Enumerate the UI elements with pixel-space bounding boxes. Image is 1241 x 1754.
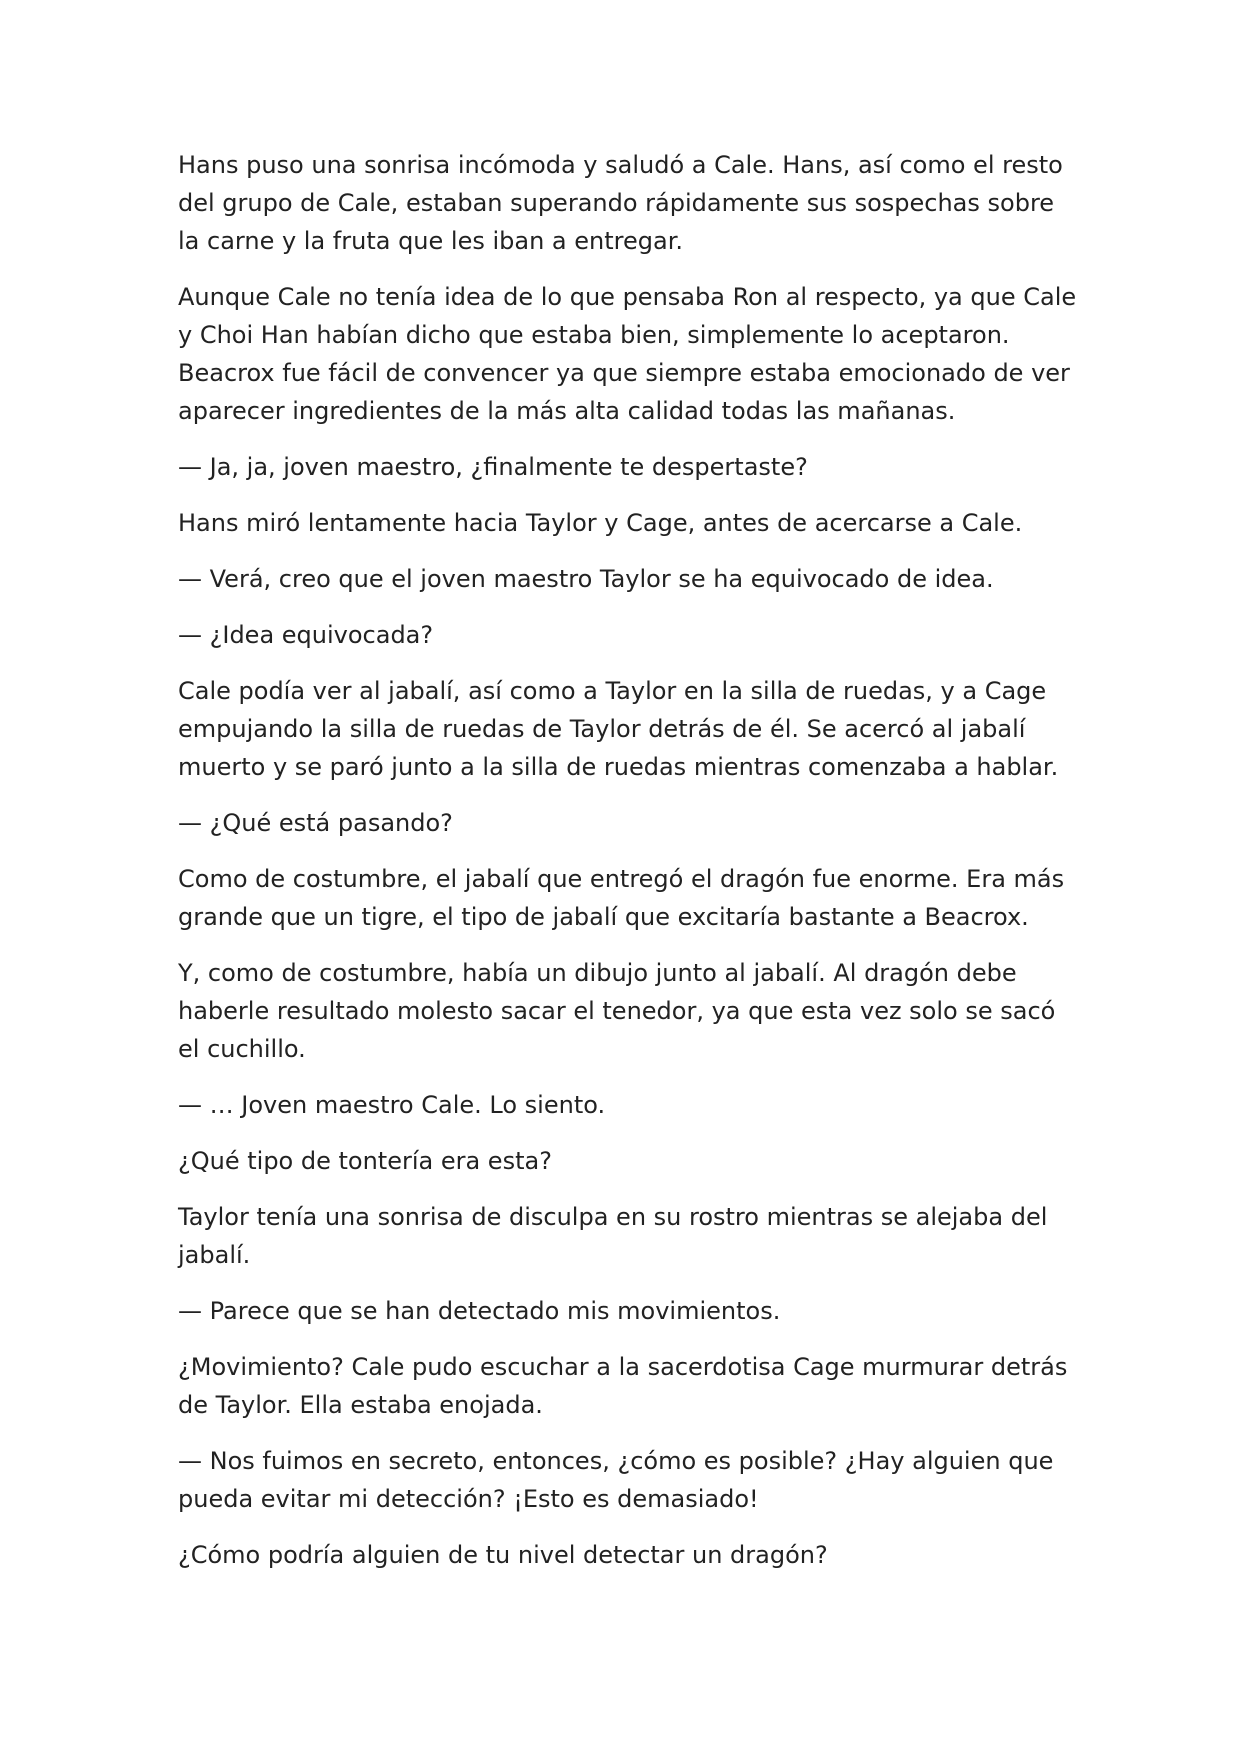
paragraph: Hans miró lentamente hacia Taylor y Cage, antes de acercarse a Cale.: [178, 509, 1023, 537]
document-page: [178, 146, 1078, 1592]
paragraph: Y, como de costumbre, había un dibujo junto al jabalí. Al dragón debe haberle resultado molesto sacar el tenedor, ya que esta vez solo se sacó el cuchillo.: [178, 959, 1056, 1063]
dialogue-line: — ¿Qué está pasando?: [178, 809, 453, 837]
paragraph: ¿Movimiento? Cale pudo escuchar a la sacerdotisa Cage murmurar detrás de Taylor. Ella estaba enojada.: [178, 1353, 1068, 1419]
paragraph: Cale podía ver al jabalí, así como a Taylor en la silla de ruedas, y a Cage empujando la silla de ruedas de Taylor detrás de él. Se acercó al jabalí muerto y se paró junto a la silla de ruedas mientras comenzaba a hablar.: [178, 677, 1059, 781]
dialogue-line: — ¿Idea equivocada?: [178, 621, 434, 649]
paragraph: Hans puso una sonrisa incómoda y saludó a Cale. Hans, así como el resto del grupo de Cale, estaban superando rápidamente sus sospechas sobre la carne y la fruta que les iban a entregar.: [178, 151, 1063, 255]
dialogue-line: — Ja, ja, joven maestro, ¿finalmente te despertaste?: [178, 453, 808, 481]
paragraph: Taylor tenía una sonrisa de disculpa en su rostro mientras se alejaba del jabalí.: [178, 1203, 1048, 1269]
dialogue-line: — Parece que se han detectado mis movimientos.: [178, 1297, 781, 1325]
paragraph: ¿Cómo podría alguien de tu nivel detectar un dragón?: [178, 1541, 828, 1569]
paragraph: ¿Qué tipo de tontería era esta?: [178, 1147, 552, 1175]
dialogue-line: — Nos fuimos en secreto, entonces, ¿cómo es posible? ¿Hay alguien que pueda evitar mi detección? ¡Esto es demasiado!: [178, 1447, 1054, 1513]
paragraph: Aunque Cale no tenía idea de lo que pensaba Ron al respecto, ya que Cale y Choi Han habían dicho que estaba bien, simplemente lo aceptaron. Beacrox fue fácil de convencer ya que siempre estaba emocionado de ver aparecer ingredientes de la más alta calidad todas las mañanas.: [178, 283, 1077, 425]
dialogue-line: — … Joven maestro Cale. Lo siento.: [178, 1091, 606, 1119]
paragraph: Como de costumbre, el jabalí que entregó el dragón fue enorme. Era más grande que un tigre, el tipo de jabalí que excitaría bastante a Beacrox.: [178, 865, 1065, 931]
dialogue-line: — Verá, creo que el joven maestro Taylor se ha equivocado de idea.: [178, 565, 994, 593]
